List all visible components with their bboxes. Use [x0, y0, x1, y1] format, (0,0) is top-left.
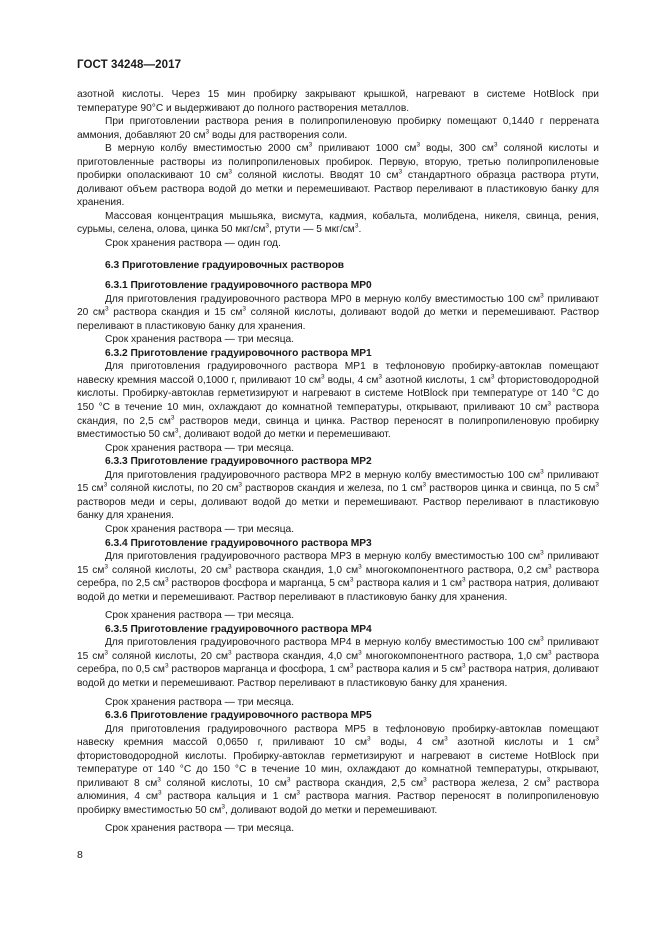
- subsection-6-3-1-storage: Срок хранения раствора — три месяца.: [105, 334, 295, 346]
- subsection-6-3-5-storage: Срок хранения раствора — три месяца.: [105, 696, 295, 708]
- superscript-3: 3: [205, 128, 210, 136]
- subsection-6-3-3-heading: 6.3.3 Приготовление градуировочного раствора МР2: [105, 456, 372, 468]
- intro-paragraph-4: Массовая концентрация мышьяка, висмута, кадмия, кобальта, молибдена, никеля, свинца, рения, сурьмы, селена, олова, цинка 50 мкг/$см^3$, ртути — 5 мкг/$см^3$.: [77, 210, 599, 236]
- subsection-6-3-6-heading: 6.3.6 Приготовление градуировочного раствора МР5: [105, 710, 372, 722]
- intro-storage-line: Срок хранения раствора — один год.: [105, 238, 281, 250]
- subsection-6-3-6-storage: Срок хранения раствора — три месяца.: [105, 823, 295, 835]
- subsection-6-3-4-paragraph: Для приготовления градуировочного раствора МР3 в мерную колбу вместимостью 100 $см^3$ приливают 15 $см^3$ соляной кислоты, 20 $см^3$ раствора скандия, 1,0 $см^3$ многокомпонентного раствора, 0,2 $см^3$ раствора серебра, по 2,5 $см^3$ растворов фосфора и марганца, 5 $см^3$ раствора калия и 1 $см^3$ раствора натрия, доливают водой до метки и перемешивают. Раствор переливают в пластиковую банку для хранения.: [77, 549, 600, 603]
- intro-paragraph-3: В мерную колбу вместимостью 2000 $см^3$ приливают 1000 $см^3$ воды, 300 $см^3$ соляной кислоты и приготовленные растворы из полипропиленовых пробирок. Первую, вторую, третью полипропиленовые пробирки ополаскивают 10 $см^3$ соляной кислоты. Вводят 10 $см^3$ стандартного образца раствора ртути, доливают объем раствора водой до метки и перемешивают. Раствор переливают в пластиковую банку для хранения.: [77, 141, 599, 209]
- subsection-6-3-6-paragraph: Для приготовления градуировочного раствора МР5 в тефлоновую пробирку-автоклав помещают навеску кремния массой 0,0650 г, приливают 10 $см^3$ воды, 4 $см^3$ азотной кислоты и 1 $см^3$ фтористоводородной кислоты. Пробирку-автоклав герметизируют и нагревают в системе HotBlock при температуре от 140 °C до 150 °C в течение 10 мин, охлаждают до комнатной температуры, открывают, приливают 8 $см^3$ соляной кислоты, 10 $см^3$ раствора скандия, 2,5 $см^3$ раствора железа, 2 $см^3$ раствора алюминия, 4 $см^3$ раствора кальция и 1 $см^3$ раствора магния. Раствор переносят в полипропиленовую пробирку вместимостью 50 $см^3$, доливают водой до метки и перемешивают.: [77, 723, 600, 816]
- subsection-6-3-2-storage: Срок хранения раствора — три месяца.: [105, 442, 295, 454]
- document-body: [77, 88, 599, 836]
- subsection-6-3-2-heading: 6.3.2 Приготовление градуировочного раствора МР1: [105, 347, 372, 359]
- page-number: 8: [77, 849, 83, 861]
- intro-paragraph-1: азотной кислоты. Через 15 мин пробирку закрывают крышкой, нагревают в системе HotBlock при температуре 90°C и выдерживают до полного растворения металлов.: [77, 89, 599, 114]
- subsection-6-3-5-paragraph: Для приготовления градуировочного раствора МР4 в мерную колбу вместимостью 100 $см^3$ приливают 15 $см^3$ соляной кислоты, 20 $см^3$ раствора скандия, 4,0 $см^3$ многокомпонентного раствора, 1,0 $см^3$ раствора серебра, по 0,5 $см^3$ растворов марганца и фосфора, 1 $см^3$ раствора калия и 5 $см^3$ раствора натрия, доливают водой до метки и перемешивают. Раствор переливают в пластиковую банку для хранения.: [77, 635, 600, 689]
- subsection-6-3-3-paragraph: Для приготовления градуировочного раствора МР2 в мерную колбу вместимостью 100 $см^3$ приливают 15 $см^3$ соляной кислоты, по 20 $см^3$ растворов скандия и железа, по 1 $см^3$ растворов цинка и свинца, по 5 $см^3$ растворов меди и серы, доливают водой до метки и перемешивают. Раствор переливают в пластиковую банку для хранения.: [77, 468, 600, 522]
- subsection-6-3-1-paragraph: Для приготовления градуировочного раствора МР0 в мерную колбу вместимостью 100 $см^3$ приливают 20 $см^3$ раствора скандия и 15 $см^3$ соляной кислоты, доливают водой до метки и перемешивают. Раствор переливают в пластиковую банку для хранения.: [77, 292, 599, 332]
- document-header-title: ГОСТ 34248—2017: [77, 59, 182, 71]
- section-6-3-heading: 6.3 Приготовление градуировочных растворов: [105, 259, 345, 271]
- intro-paragraph-2: При приготовлении раствора рения в полипропиленовую пробирку помещают 0,1440 г перрената аммония, добавляют 20 $см^3$ воды для растворения соли.: [77, 116, 599, 141]
- subsection-6-3-1-heading: 6.3.1 Приготовление градуировочного раствора МР0: [105, 280, 372, 292]
- subsection-6-3-5-heading: 6.3.5 Приготовление градуировочного раствора МР4: [105, 623, 372, 635]
- subsection-6-3-4-storage: Срок хранения раствора — три месяца.: [105, 610, 295, 622]
- subsection-6-3-3-storage: Срок хранения раствора — три месяца.: [105, 523, 295, 535]
- subsection-6-3-2-paragraph: Для приготовления градуировочного раствора МР1 в тефлоновую пробирку-автоклав помещают навеску кремния массой 0,1000 г, приливают 10 $см^3$ воды, 4 $см^3$ азотной кислоты, 1 $см^3$ фтористоводородной кислоты. Пробирку-автоклав герметизируют и нагревают в системе HotBlock при температуре от 140 °C до 150 °C в течение 10 мин, охлаждают до комнатной температуры, открывают, приливают 10 $см^3$ раствора скандия, по 2,5 $см^3$ растворов меди, свинца и цинка. Раствор переносят в полипропиленовую пробирку вместимостью 50 $см^3$, доливают водой до метки и перемешивают.: [77, 361, 600, 441]
- subsection-6-3-4-heading: 6.3.4 Приготовление градуировочного раствора МР3: [105, 537, 372, 549]
